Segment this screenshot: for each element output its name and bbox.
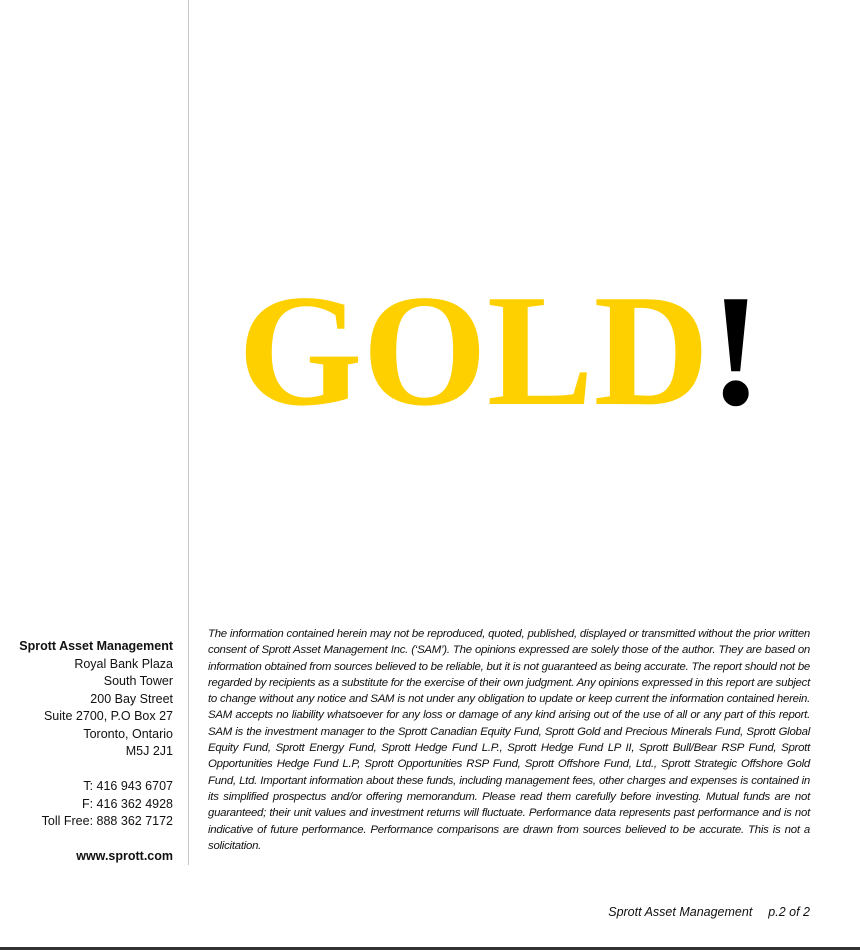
headline-word: GOLD xyxy=(238,261,710,439)
headline-exclamation: ! xyxy=(709,261,763,439)
contact-block xyxy=(0,638,173,865)
address-line: South Tower xyxy=(103,674,173,688)
address-line: Royal Bank Plaza xyxy=(74,656,173,671)
page-footer xyxy=(608,905,810,919)
fax-number: F: 416 362 4928 xyxy=(81,796,173,811)
spacer xyxy=(0,761,173,779)
address-line: 200 Bay Street xyxy=(90,691,173,706)
address-line: Suite 2700, P.O Box 27 xyxy=(43,709,173,723)
legal-disclaimer: The information contained herein may not be reproduced, quoted, published, displayed or transmitted without the prior written consent of Sprott Asset Management Inc. (‘SAM’). The opinions expressed are solely those of the author. They are based on information obtained from sources believed to be reliable, but it is not guaranteed as being accurate. The report should not be regarded by recipients as a substitute for the exercise of their own judgment. Any opinions expressed in this report are subject to change without any notice and SAM is not under any obligation to update or keep current the information contained herein. SAM accepts no liability whatsoever for any loss or damage of any kind arising out of the use of all or any part of this report. SAM is the investment manager to the Sprott Canadian Equity Fund, Sprott Gold and Precious Minerals Fund, Sprott Global Equity Fund, Sprott Energy Fund, Sprott Hedge Fund L.P., Sprott Hedge Fund LP II, Sprott Bull/Bear RSP Fund, Sprott Opportunities Hedge Fund L.P, Sprott Opportunities RSP Fund, Sprott Offshore Fund, Ltd., Sprott Strategic Offshore Gold Fund, Ltd. Important information about these funds, including management fees, other charges and expenses is contained in its simplified prospectus and/or offering memorandum. Please read them carefully before investing. Mutual funds are not guaranteed; their unit values and investment returns will fluctuate. Performance data represents past performance and is not indicative of future performance. Performance comparisons are drawn from sources believed to be accurate. This is not a solicitation. xyxy=(208,628,810,852)
address-line: Toronto, Ontario xyxy=(83,726,173,741)
footer-firm: Sprott Asset Management xyxy=(608,905,753,919)
toll-free-number: Toll Free: 888 362 7172 xyxy=(41,814,173,828)
firm-name: Sprott Asset Management xyxy=(19,639,173,653)
address-line: M5J 2J1 xyxy=(125,744,173,758)
margin-divider xyxy=(188,0,189,865)
page-number: p.2 of 2 xyxy=(768,905,810,919)
gold-headline xyxy=(238,261,798,439)
website-link[interactable]: www.sprott.com xyxy=(76,848,173,863)
phone-number: T: 416 943 6707 xyxy=(83,779,173,793)
